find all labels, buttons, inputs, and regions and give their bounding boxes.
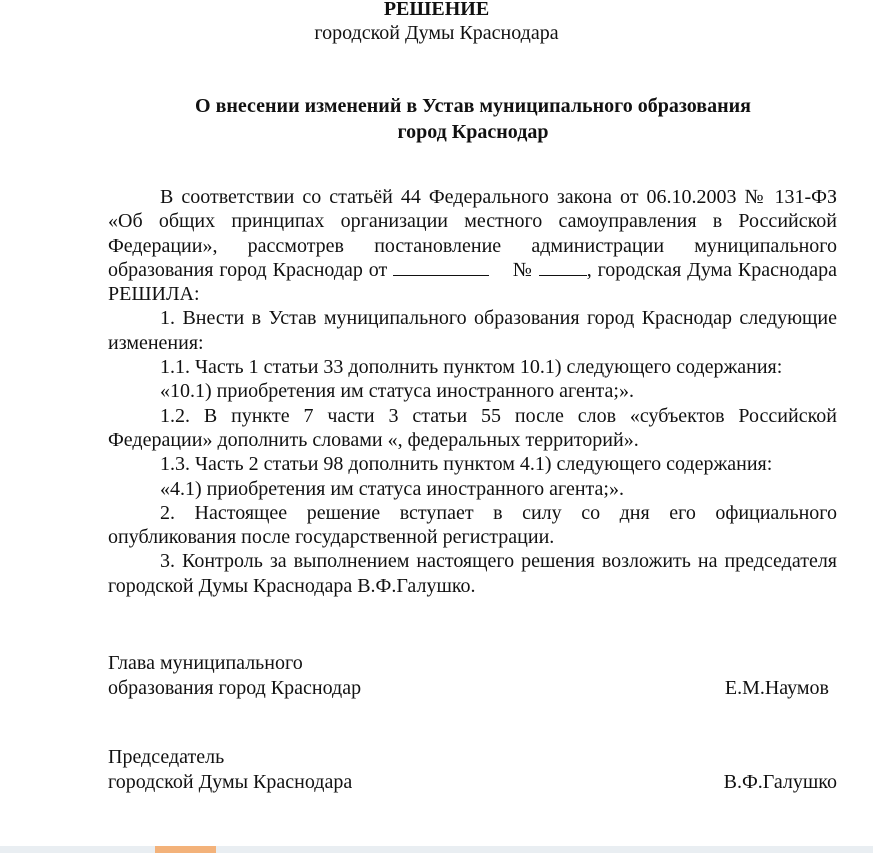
signature-position-line-1: Глава муниципального	[108, 652, 303, 674]
signature-position-line-1: Председатель	[108, 746, 225, 768]
document-heading: РЕШЕНИЕ	[383, 0, 490, 20]
viewer-bottom-accent	[155, 846, 216, 853]
signature-position-line-2: образования город Краснодар	[108, 676, 362, 699]
preamble-text: В соответствии со статьёй 44 Федерального закона от 06.10.2003 № 131-ФЗ «Об общих принципах организации местного самоуправления в Российской Федерации», рассмотрев постановление администрации муниципального образования город Краснодар от	[108, 186, 837, 281]
signature-line	[108, 770, 837, 795]
document-body	[108, 185, 837, 598]
item-3: 3. Контроль за выполнением настоящего решения возложить на председателя городской Думы Краснодара В.Ф.Галушко.	[108, 550, 837, 597]
number-blank	[539, 258, 587, 276]
signature-block-head	[108, 651, 837, 700]
number-sign: №	[512, 258, 533, 281]
item-1-3: 1.3. Часть 2 статьи 98 дополнить пунктом 4.1) следующего содержания:	[160, 453, 773, 476]
document-title-line-2: город Краснодар	[397, 121, 549, 143]
item-2: 2. Настоящее решение вступает в силу со дня его официального опубликования после государственной регистрации.	[108, 501, 837, 549]
item-1: 1. Внести в Устав муниципального образования город Краснодар следующие изменения:	[108, 307, 837, 354]
item-1-1-text: «10.1) приобретения им статуса иностранного агента;».	[160, 380, 634, 403]
signature-name: В.Ф.Галушко	[723, 770, 837, 793]
date-blank	[393, 258, 489, 276]
item-1-1: 1.1. Часть 1 статьи 33 дополнить пунктом 10.1) следующего содержания:	[160, 356, 783, 379]
item-1-3-text: «4.1) приобретения им статуса иностранного агента;».	[160, 477, 624, 500]
signature-name: Е.М.Наумов	[724, 676, 829, 699]
signature-block-chairman	[108, 745, 837, 794]
item-1-2: 1.2. В пункте 7 части 3 статьи 55 после слов «субъектов Российской Федерации» дополнить словами «, федеральных территорий».	[108, 404, 837, 451]
viewer-bottom-strip	[0, 846, 873, 853]
signature-position-line-2: городской Думы Краснодара	[108, 770, 353, 793]
preamble-text-end: , городская Дума Краснодара РЕШИЛА:	[108, 258, 838, 306]
signature-line	[108, 676, 837, 701]
document-title-line-1: О внесении изменений в Устав муниципального образования	[195, 95, 751, 117]
document-subheading: городской Думы Краснодара	[314, 22, 559, 44]
preamble-paragraph	[108, 185, 837, 306]
